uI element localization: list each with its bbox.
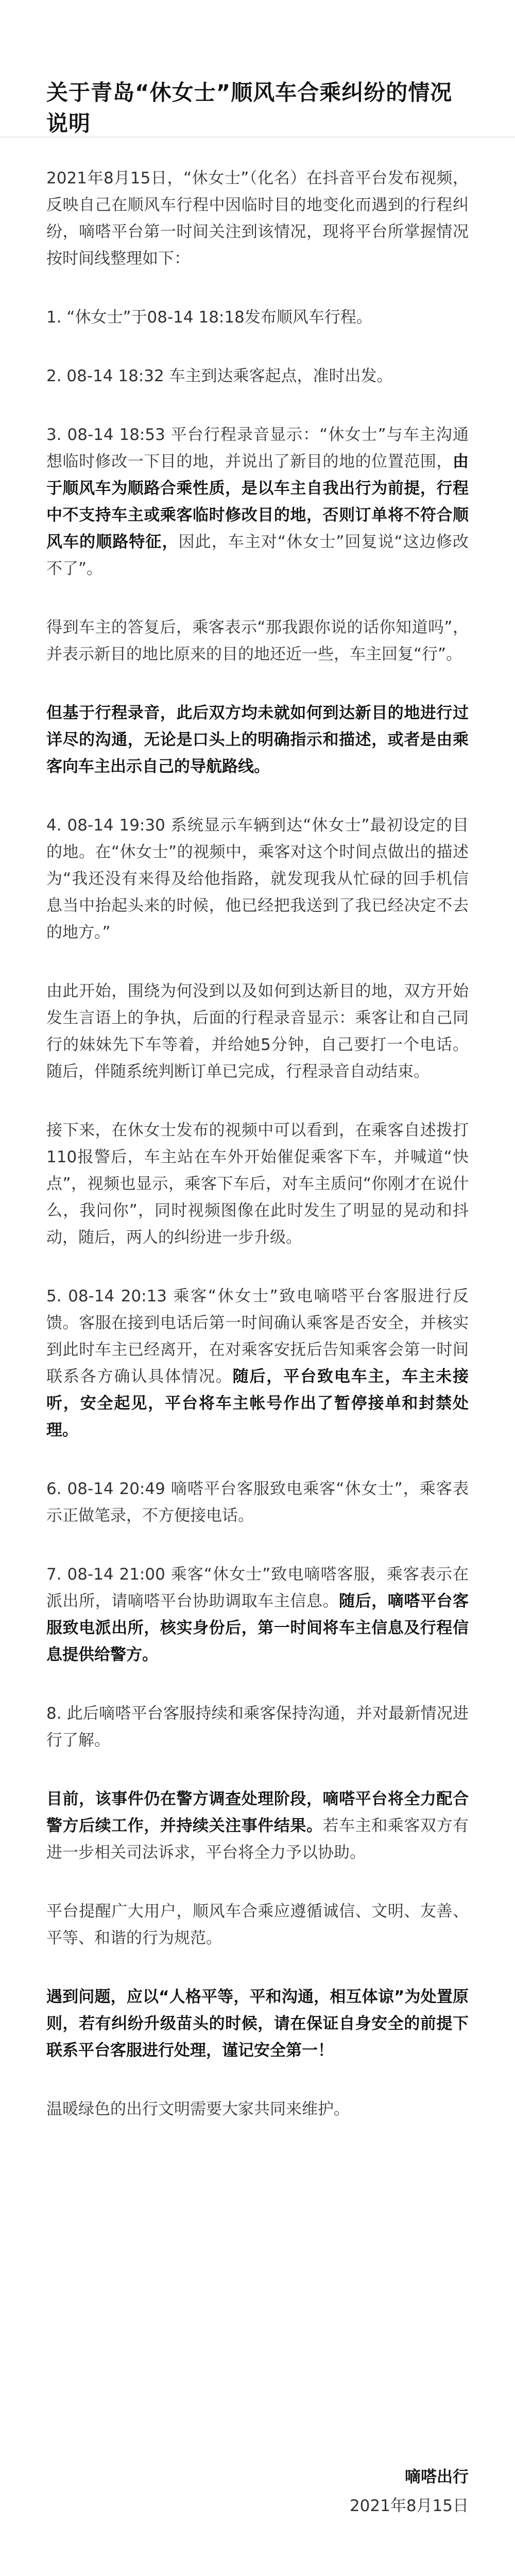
signature-date: 2021年8月15日: [349, 2497, 469, 2515]
bold-text: 由于顺风车为顺路合乘性质，是以车主自我出行为前提，行程中不支持车主或乘客临时修改目的地，否则订单将不符合顺风车的顺路特征，: [46, 452, 469, 551]
body-text: 4. 08-14 19:30 系统显示车辆到达“休女士”最初设定的目的地。在“休女士”的视频中，乘客对这个时间点做出的描述为“我还没有来得及给他指路，就发现我从忙碌的回手机信息当中抬起头来的时候，他已经把我送到了我已经决定不去的地方。”: [46, 816, 469, 942]
bold-text: 随后，平台致电车主，车主未接听，安全起见，平台将车主帐号作出了暂停接单和封禁处理。: [46, 1367, 469, 1439]
paragraph-video: [46, 1117, 469, 1251]
document-title: 关于青岛“休女士”顺风车合乘纠纷的情况说明: [46, 80, 453, 136]
bold-text: 随后，嘀嗒平台客服致电派出所，核实身份后，第一时间将车主信息及行程信息提供给警方。: [46, 1592, 469, 1664]
body-text: 8. 此后嘀嗒平台客服持续和乘客保持沟通，并对最新情况进行了解。: [46, 1704, 469, 1750]
paragraph-reminder: [46, 1898, 469, 1952]
paragraph-item-1: [46, 304, 469, 331]
paragraph-note-recording: [46, 700, 469, 780]
paragraph-status: [46, 1786, 469, 1866]
body-text: 2. 08-14 18:32 车主到达乘客起点，准时出发。: [46, 367, 393, 385]
paragraph-item-4: [46, 812, 469, 946]
body-text: 3. 08-14 18:53 平台行程录音显示：“休女士”与车主沟通想临时修改一下目的地，并说出了新目的地的位置范围，: [46, 426, 469, 471]
paragraph-intro: [46, 165, 469, 272]
paragraph-item-7: [46, 1561, 469, 1668]
body-text: 6. 08-14 20:49 嘀嗒平台客服致电乘客“休女士”，乘客表示正做笔录，不方便接电话。: [46, 1480, 469, 1525]
body-text: 接下来，在休女士发布的视频中可以看到，在乘客自述拨打110报警后，车主站在车外开始催促乘客下车，并喊道“快点”，视频也显示，乘客下车后，对车主质问“你刚才在说什么，我问你”，同时视频图像在此时发生了明显的晃动和抖动，随后，两人的纠纷进一步升级。: [46, 1121, 469, 1247]
paragraph-item-2: [46, 363, 469, 389]
paragraph-item-5: [46, 1283, 469, 1444]
paragraph-principle: [46, 1984, 469, 2064]
body-text: 若车主和乘客双方有进一步相关司法诉求，平台将全力予以协助。: [46, 1817, 469, 1862]
body-text: 1. “休女士”于08-14 18:18发布顺风车行程。: [46, 308, 372, 327]
body-text: 由此开始，围绕为何没到以及如何到达新目的地，双方开始发生言语上的争执，后面的行程录音显示：乘客让和自己同行的妹妹先下车等着，并给她5分钟，自己要打一个电话。随后，伴随系统判断订单已完成，行程录音自动结束。: [46, 982, 469, 1081]
paragraph-item-3: [46, 421, 469, 582]
body-text: 得到车主的答复后，乘客表示“那我跟你说的话你知道吗”，并表示新目的地比原来的目的地还近一些，车主回复“行”。: [46, 618, 469, 664]
bold-text: 遇到问题，应以“人格平等，平和沟通，相互体谅”为处置原则，若有纠纷升级苗头的时候，请在保证自身安全的前提下联系平台客服进行处理，谨记安全第一！: [46, 1988, 469, 2060]
paragraph-dispute: [46, 978, 469, 1085]
paragraph-reply: [46, 614, 469, 668]
body-text: 温暖绿色的出行文明需要大家共同来维护。: [46, 2100, 350, 2119]
body-text: 因此，车主对“休女士”回复说“这边修改不了”。: [46, 533, 469, 578]
signature-block: [350, 2463, 469, 2520]
body-text: 7. 08-14 21:00 乘客“休女士”致电嘀嗒客服，乘客表示在派出所，请嘀嗒平台协助调取车主信息。: [46, 1565, 469, 1611]
body-text: 2021年8月15日，“休女士”（化名）在抖音平台发布视频，反映自己在顺风车行程中因临时目的地变化而遇到的行程纠纷，嘀嗒平台第一时间关注到该情况，现将平台所掌握情况按时间线整理如下：: [46, 169, 469, 268]
bold-text: 但基于行程录音，此后双方均未就如何到达新目的地进行过详尽的沟通，无论是口头上的明确指示和描述，或者是由乘客向车主出示自己的导航路线。: [46, 704, 469, 776]
paragraph-closing: [46, 2096, 469, 2123]
body-text: 平台提醒广大用户，顺风车合乘应遵循诚信、文明、友善、平等、和谐的行为规范。: [46, 1902, 469, 1947]
title-divider: [0, 137, 515, 138]
signature-organization: 嘀嗒出行: [405, 2468, 469, 2486]
paragraph-item-8: [46, 1700, 469, 1754]
body-text: 5. 08-14 20:13 乘客“休女士”致电嘀嗒平台客服进行反馈。客服在接到电话后第一时间确认乘客是否安全，并核实到此时车主已经离开，在对乘客安抚后告知乘客会第一时间联系各方确认具体情况。: [46, 1287, 469, 1386]
document-body: [46, 165, 469, 2155]
bold-text: 目前，该事件仍在警方调查处理阶段，嘀嗒平台将全力配合警方后续工作，并持续关注事件结果。: [46, 1790, 469, 1835]
paragraph-item-6: [46, 1476, 469, 1529]
